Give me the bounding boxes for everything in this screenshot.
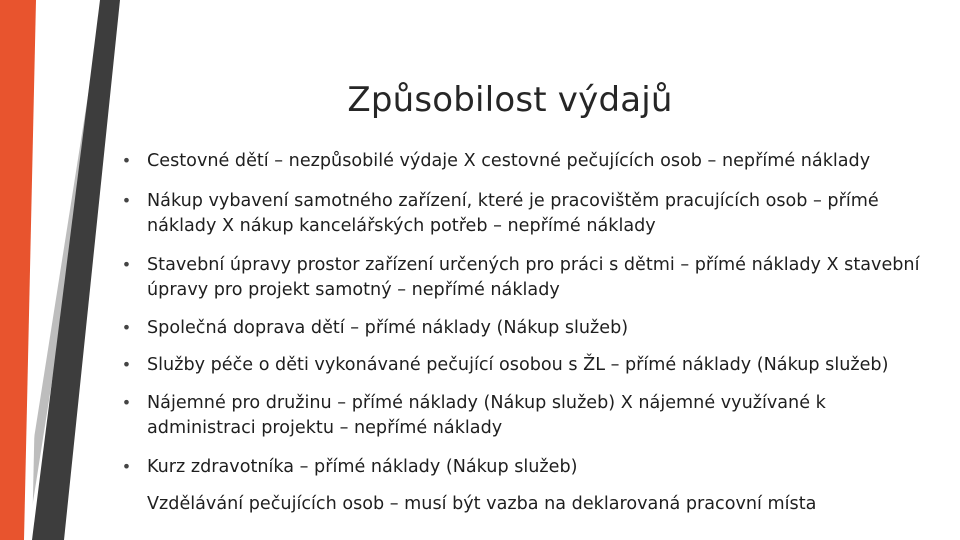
bullet-text: Nákup vybavení samotného zařízení, které je pracovištěm pracujících osob – přímé náklady X nákup kancelářských potřeb – nepřímé náklady — [147, 191, 879, 236]
bullet-item — [147, 492, 937, 517]
bullet-marker: • — [121, 318, 132, 337]
bullet-text: Společná doprava dětí – přímé náklady (Nákup služeb) — [147, 318, 629, 338]
bullet-text: Stavební úpravy prostor zařízení určených pro práci s dětmi – přímé náklady X stavební úpravy pro projekt samotný – nepřímé náklady — [147, 255, 920, 300]
bullet-text: Vzdělávání pečujících osob – musí být vazba na deklarovaná pracovní místa — [147, 494, 817, 514]
bullet-item — [121, 391, 937, 441]
bullet-item — [121, 189, 937, 239]
bullet-marker: • — [121, 457, 132, 476]
bullet-item — [121, 455, 937, 480]
bullet-text: Služby péče o děti vykonávané pečující osobou s ŽL – přímé náklady (Nákup služeb) — [147, 355, 889, 375]
bullet-item — [121, 353, 937, 378]
bullet-text: Nájemné pro družinu – přímé náklady (Nákup služeb) X nájemné využívané k administraci projektu – nepřímé náklady — [147, 393, 826, 438]
bullet-item — [121, 253, 937, 303]
bullet-text: Cestovné dětí – nezpůsobilé výdaje X cestovné pečujících osob – nepřímé náklady — [147, 151, 871, 171]
bullet-item — [121, 149, 937, 174]
bullet-marker: • — [121, 355, 132, 374]
slide-title: Způsobilost výdajů — [347, 80, 673, 120]
bullet-marker: • — [121, 255, 132, 274]
bullet-marker: • — [121, 151, 132, 170]
bullet-text: Kurz zdravotníka – přímé náklady (Nákup služeb) — [147, 457, 578, 477]
bullet-item — [121, 316, 937, 341]
bullet-marker: • — [121, 191, 132, 210]
bullet-marker: • — [121, 393, 132, 412]
